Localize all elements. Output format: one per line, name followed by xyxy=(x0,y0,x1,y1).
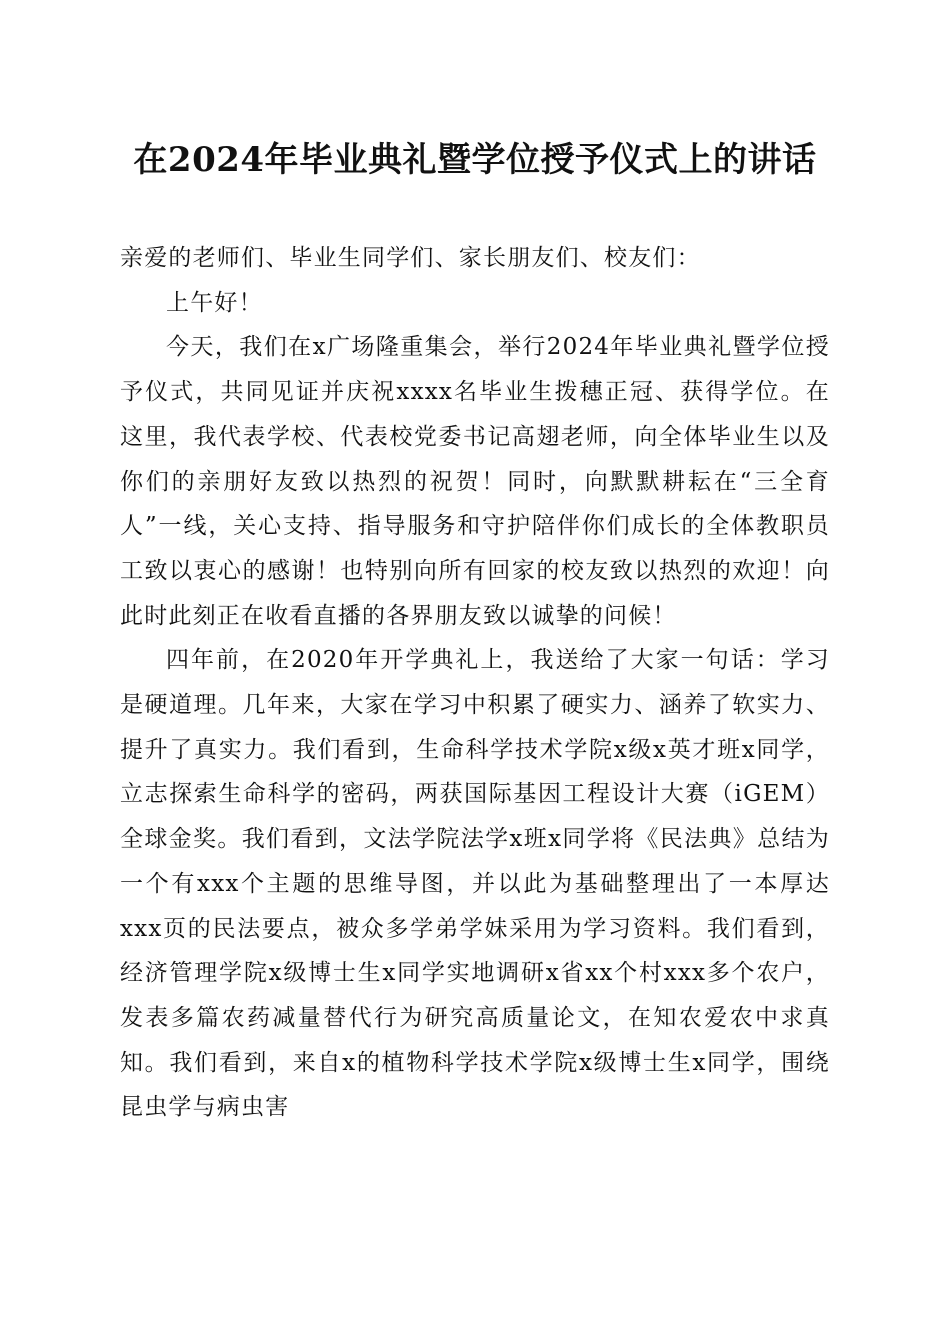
document-body xyxy=(120,236,830,1130)
paragraph: 四年前，在2020年开学典礼上，我送给了大家一句话：学习是硬道理。几年来，大家在学习中积累了硬实力、涵养了软实力、提升了真实力。我们看到，生命科学技术学院x级x英才班x同学，立志探索生命科学的密码，两获国际基因工程设计大赛（iGEM）全球金奖。我们看到，文法学院法学x班x同学将《民法典》总结为一个有xxx个主题的思维导图，并以此为基础整理出了一本厚达xxx页的民法要点，被众多学弟学妹采用为学习资料。我们看到，经济管理学院x级博士生x同学实地调研x省xx个村xxx多个农户，发表多篇农药减量替代行为研究高质量论文，在知农爱农中求真知。我们看到，来自x的植物科学技术学院x级博士生x同学，围绕昆虫学与病虫害 xyxy=(120,647,830,1121)
document-title: 在2024年毕业典礼暨学位授予仪式上的讲话 xyxy=(133,140,817,180)
salutation: 亲爱的老师们、毕业生同学们、家长朋友们、校友们： xyxy=(120,245,701,271)
greeting: 上午好！ xyxy=(166,289,263,316)
paragraph: 今天，我们在x广场隆重集会，举行2024年毕业典礼暨学位授予仪式，共同见证并庆祝xxxx名毕业生拨穗正冠、获得学位。在这里，我代表学校、代表校党委书记高翅老师，向全体毕业生以及你们的亲朋好友致以热烈的祝贺！同时，向默默耕耘在“三全育人”一线，关心支持、指导服务和守护陪伴你们成长的全体教职员工致以衷心的感谢！也特别向所有回家的校友致以热烈的欢迎！向此时此刻正在收看直播的各界朋友致以诚挚的问候！ xyxy=(120,334,830,629)
